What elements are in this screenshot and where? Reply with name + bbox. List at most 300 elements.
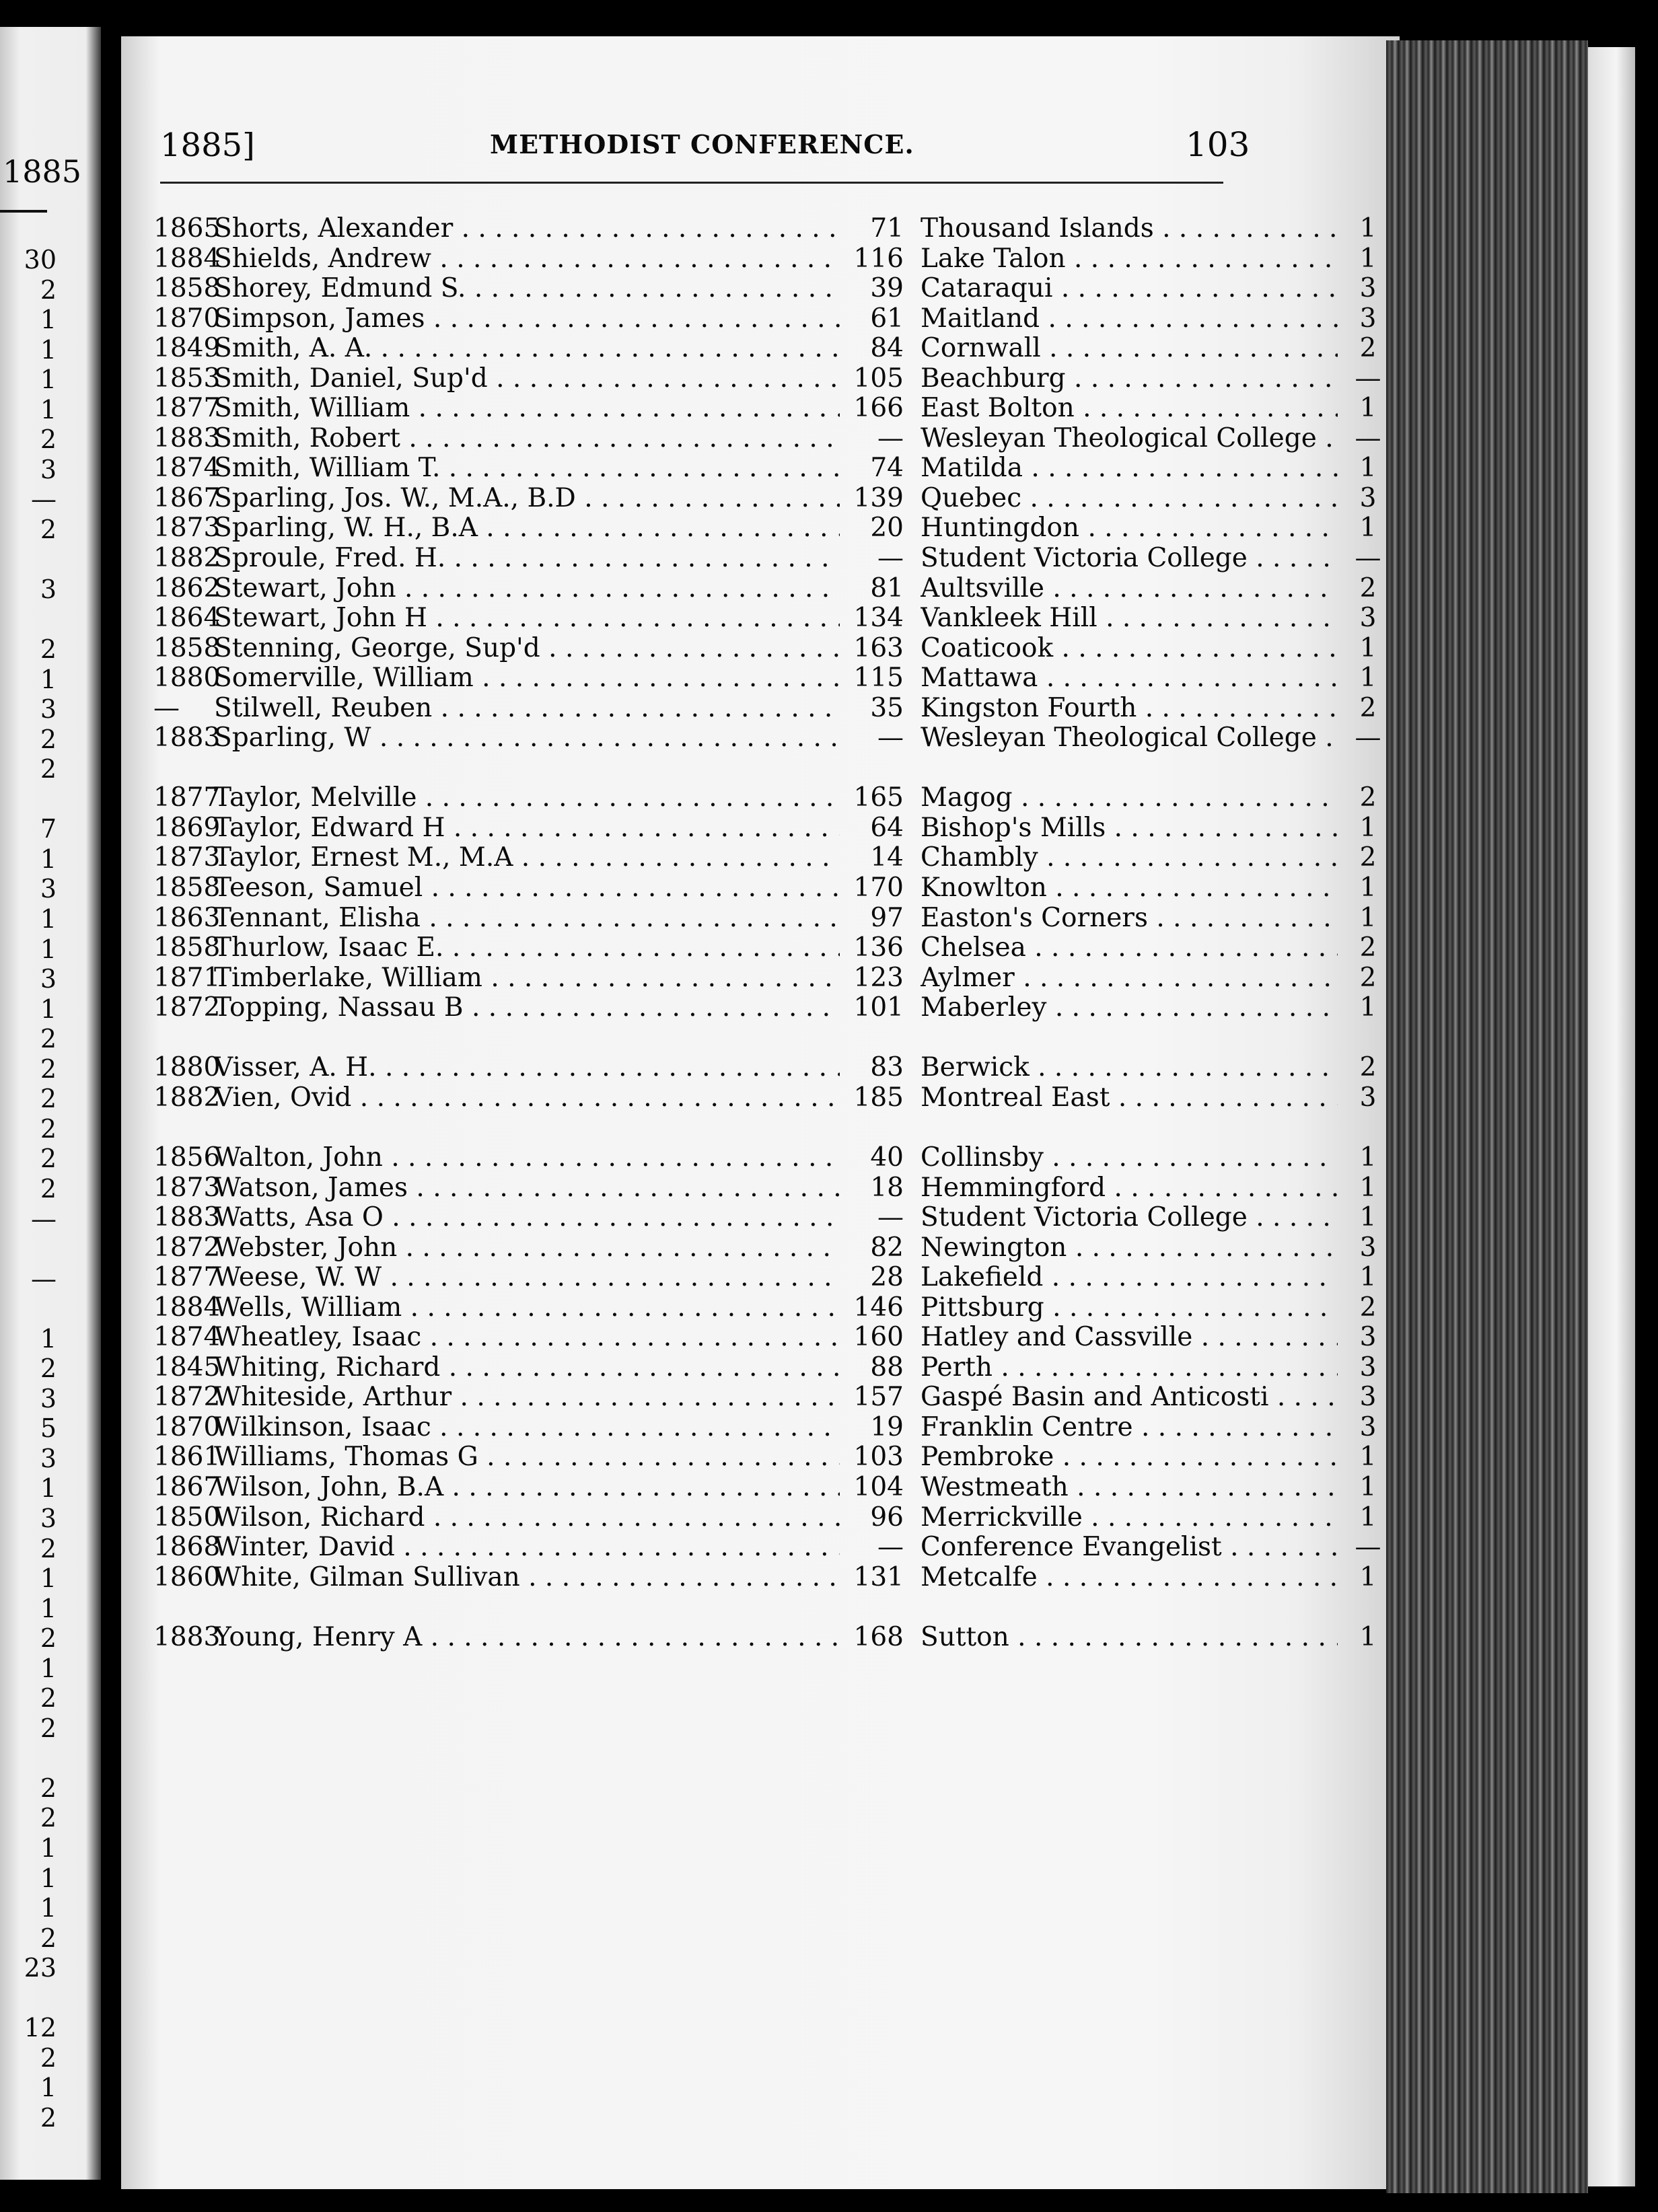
entry-year: 1867 xyxy=(153,1471,221,1502)
circuit-name: Cataraqui . . . xyxy=(921,274,1338,304)
table-row xyxy=(153,273,1377,304)
circuit-name: Magog . . . xyxy=(921,783,1338,813)
table-row xyxy=(153,962,1377,994)
previous-page-value: 2 xyxy=(40,514,57,544)
previous-page-value: 2 xyxy=(40,1354,57,1384)
minister-name: Taylor, Edward H . . . xyxy=(214,813,840,844)
circuit-number: 64 xyxy=(870,812,904,843)
circuit-name: Conference Evangelist . . . xyxy=(921,1533,1338,1563)
circuit-name: Berwick . . . xyxy=(921,1053,1338,1083)
table-row xyxy=(153,1292,1377,1323)
previous-page-value: 2 xyxy=(40,1054,57,1084)
entry-year: 1882 xyxy=(153,1082,221,1113)
circuit-name: Maberley . . . xyxy=(921,993,1338,1023)
circuit-number: 131 xyxy=(853,1561,904,1592)
circuit-number: 28 xyxy=(870,1262,904,1293)
circuit-name: Student Victoria College . . . xyxy=(921,544,1338,574)
circuit-number: 84 xyxy=(870,333,904,364)
previous-page-value: 1 xyxy=(40,305,57,335)
years-count: — xyxy=(1355,723,1381,753)
circuit-name: Quebec . . . xyxy=(921,484,1338,514)
circuit-number: 168 xyxy=(853,1621,904,1652)
previous-page-value xyxy=(0,1294,57,1324)
entry-year: 1872 xyxy=(153,992,221,1023)
circuit-number: 88 xyxy=(870,1352,904,1382)
entry-year: 1883 xyxy=(153,1621,221,1652)
entry-year: 1856 xyxy=(153,1142,221,1173)
entry-year: 1873 xyxy=(153,1172,221,1203)
years-count: 2 xyxy=(1359,692,1377,723)
circuit-name: Wesleyan Theological College . . . xyxy=(921,723,1338,753)
previous-page-value: 2 xyxy=(40,1084,57,1114)
circuit-name: Metcalfe . . . xyxy=(921,1563,1338,1593)
circuit-name: Bishop's Mills . . . xyxy=(921,813,1338,844)
circuit-name: Newington . . . xyxy=(921,1233,1338,1263)
circuit-number: 163 xyxy=(853,632,904,663)
years-count: — xyxy=(1355,543,1381,574)
years-count: 1 xyxy=(1359,243,1377,274)
entry-year: 1874 xyxy=(153,1322,221,1353)
circuit-name: Thousand Islands . . . xyxy=(921,214,1338,244)
entry-year: 1845 xyxy=(153,1352,221,1382)
table-row xyxy=(153,723,1381,753)
circuit-name: Merrickville . . . xyxy=(921,1503,1338,1533)
years-count: 1 xyxy=(1359,873,1377,904)
circuit-number: 81 xyxy=(870,573,904,603)
previous-page-value: 30 xyxy=(24,245,57,274)
years-count: 3 xyxy=(1359,1232,1377,1263)
years-count: 1 xyxy=(1359,513,1377,544)
table-row xyxy=(153,1411,1377,1443)
minister-name: Simpson, James . . . xyxy=(214,304,840,334)
circuit-name: Hatley and Cassville . . . xyxy=(921,1323,1338,1353)
entry-year: 1850 xyxy=(153,1502,221,1533)
minister-name: Thurlow, Isaac E. . . . xyxy=(214,933,840,963)
entry-year: 1858 xyxy=(153,632,221,663)
table-row xyxy=(153,213,1377,244)
circuit-number: 103 xyxy=(853,1442,904,1473)
previous-page-value: 2 xyxy=(40,1113,57,1144)
previous-page-value: 1 xyxy=(40,934,57,964)
circuit-number: 157 xyxy=(853,1382,904,1413)
entry-year: 1883 xyxy=(153,1202,221,1233)
years-count: 1 xyxy=(1359,1142,1377,1173)
circuit-name: East Bolton . . . xyxy=(921,394,1338,424)
circuit-name: Pembroke . . . xyxy=(921,1442,1338,1473)
circuit-name: Sutton . . . xyxy=(921,1623,1338,1653)
entry-year: 1870 xyxy=(153,1411,221,1442)
years-count: 1 xyxy=(1359,632,1377,663)
table-row xyxy=(153,1442,1377,1473)
circuit-name: Pittsburg . . . xyxy=(921,1293,1338,1323)
years-count: 1 xyxy=(1359,1442,1377,1473)
entry-year: 1864 xyxy=(153,603,221,634)
table-row xyxy=(153,243,1377,274)
table-row xyxy=(153,1471,1377,1503)
years-count: 1 xyxy=(1359,1561,1377,1592)
circuit-number: — xyxy=(877,422,904,453)
entry-year: 1874 xyxy=(153,453,221,484)
table-row xyxy=(153,902,1377,934)
previous-page-value: 7 xyxy=(40,814,57,844)
entry-year: 1858 xyxy=(153,873,221,904)
previous-page-value: 3 xyxy=(40,1503,57,1533)
previous-page-value: 3 xyxy=(40,454,57,484)
previous-page-value: 1 xyxy=(40,904,57,934)
years-count: 3 xyxy=(1359,1382,1377,1413)
entry-year: 1870 xyxy=(153,303,221,334)
minister-name: Weese, W. W . . . xyxy=(214,1263,840,1293)
table-row xyxy=(153,393,1377,424)
circuit-number: 116 xyxy=(853,243,904,274)
circuit-name: Franklin Centre . . . xyxy=(921,1413,1338,1443)
previous-page-value: — xyxy=(31,1263,57,1294)
minister-name: Shorey, Edmund S. . . . xyxy=(214,274,840,304)
circuit-number: 82 xyxy=(870,1232,904,1263)
minister-name: Wilkinson, Isaac . . . xyxy=(214,1413,840,1443)
minister-name: Shorts, Alexander . . . xyxy=(214,214,840,244)
circuit-name: Montreal East . . . xyxy=(921,1083,1338,1113)
years-count: 1 xyxy=(1359,453,1377,484)
entry-year: 1869 xyxy=(153,812,221,843)
circuit-name: Lake Talon . . . xyxy=(921,244,1338,274)
entry-year: 1883 xyxy=(153,422,221,453)
table-row xyxy=(153,603,1377,634)
previous-page-value: 1 xyxy=(40,1833,57,1863)
table-row xyxy=(153,363,1381,394)
circuit-name: Collinsby . . . xyxy=(921,1143,1338,1173)
entry-year: 1858 xyxy=(153,932,221,963)
circuit-number: 139 xyxy=(853,482,904,513)
minister-name: Visser, A. H. . . . xyxy=(214,1053,840,1083)
table-row xyxy=(153,782,1377,813)
entry-year: 1862 xyxy=(153,573,221,603)
circuit-number: 105 xyxy=(853,363,904,394)
circuit-number: 18 xyxy=(870,1172,904,1203)
previous-page-year: 1885 xyxy=(3,153,82,190)
ministers-table xyxy=(153,213,1381,1652)
table-row xyxy=(153,663,1377,694)
minister-name: Smith, Daniel, Sup'd . . . xyxy=(214,364,840,394)
circuit-number: 123 xyxy=(853,962,904,993)
minister-name: Smith, William T. . . . xyxy=(214,453,840,484)
table-row xyxy=(153,543,1381,574)
previous-page-value: 2 xyxy=(40,1773,57,1803)
previous-page-value: 1 xyxy=(40,1563,57,1594)
entry-year: 1873 xyxy=(153,842,221,873)
minister-name: Sparling, W . . . xyxy=(214,723,840,753)
circuit-number: — xyxy=(877,1532,904,1563)
book-edge-strip xyxy=(1588,47,1635,2186)
minister-name: Whiting, Richard . . . xyxy=(214,1353,840,1383)
circuit-name: Maitland . . . xyxy=(921,304,1338,334)
table-row xyxy=(153,573,1377,604)
circuit-name: Coaticook . . . xyxy=(921,634,1338,664)
years-count: 3 xyxy=(1359,1411,1377,1442)
minister-name: Whiteside, Arthur . . . xyxy=(214,1382,840,1413)
table-row xyxy=(153,1142,1377,1173)
entry-year: 1884 xyxy=(153,1292,221,1323)
table-row xyxy=(153,1561,1377,1593)
group-gap xyxy=(153,753,1244,784)
years-count: 2 xyxy=(1359,932,1377,963)
years-count: 2 xyxy=(1359,782,1377,813)
circuit-number: 170 xyxy=(853,873,904,904)
circuit-number: 166 xyxy=(853,393,904,424)
entry-year: 1863 xyxy=(153,902,221,933)
previous-page-value: 2 xyxy=(40,1683,57,1713)
years-count: 2 xyxy=(1359,573,1377,603)
previous-page-value: 1 xyxy=(40,664,57,694)
minister-name: Sproule, Fred. H. . . . xyxy=(214,544,840,574)
minister-name: Sparling, W. H., B.A . . . xyxy=(214,513,840,544)
circuit-number: 61 xyxy=(870,303,904,334)
table-row xyxy=(153,1082,1377,1113)
circuit-name: Gaspé Basin and Anticosti . . . xyxy=(921,1382,1338,1413)
previous-page-value: 3 xyxy=(40,1383,57,1413)
years-count: 3 xyxy=(1359,603,1377,634)
circuit-name: Easton's Corners . . . xyxy=(921,904,1338,934)
table-row xyxy=(153,1202,1377,1233)
header-rule xyxy=(160,182,1223,184)
minister-name: Webster, John . . . xyxy=(214,1233,840,1263)
entry-year: 1884 xyxy=(153,243,221,274)
previous-page-value: 2 xyxy=(40,1803,57,1833)
previous-page xyxy=(0,27,101,2180)
years-count: 1 xyxy=(1359,1471,1377,1502)
minister-name: Smith, Robert . . . xyxy=(214,424,840,454)
years-count: 1 xyxy=(1359,1172,1377,1203)
years-count: 1 xyxy=(1359,1202,1377,1233)
previous-page-value: 1 xyxy=(40,1593,57,1623)
minister-name: Williams, Thomas G . . . xyxy=(214,1442,840,1473)
circuit-name: Hemmingford . . . xyxy=(921,1173,1338,1204)
previous-page-value xyxy=(0,1234,57,1264)
previous-page-value: 2 xyxy=(40,1533,57,1563)
table-row xyxy=(153,1262,1377,1293)
previous-page-value: 1 xyxy=(40,1863,57,1893)
table-row xyxy=(153,873,1377,904)
minister-name: White, Gilman Sullivan . . . xyxy=(214,1563,840,1593)
years-count: 1 xyxy=(1359,1262,1377,1293)
group-gap xyxy=(153,1113,1244,1143)
minister-name: Smith, William . . . xyxy=(214,394,840,424)
circuit-name: Vankleek Hill . . . xyxy=(921,603,1338,634)
minister-name: Stilwell, Reuben . . . xyxy=(214,694,840,724)
years-count: — xyxy=(1355,1532,1381,1563)
years-count: 1 xyxy=(1359,663,1377,694)
table-row xyxy=(153,692,1377,724)
minister-name: Somerville, William . . . xyxy=(214,663,840,694)
minister-name: Wilson, John, B.A . . . xyxy=(214,1473,840,1503)
minister-name: Winter, David . . . xyxy=(214,1533,840,1563)
minister-name: Stewart, John . . . xyxy=(214,574,840,604)
previous-page-rule xyxy=(0,210,47,213)
circuit-name: Beachburg . . . xyxy=(921,364,1338,394)
minister-name: Stewart, John H . . . xyxy=(214,603,840,634)
table-row xyxy=(153,812,1377,844)
previous-page-value: 2 xyxy=(40,425,57,455)
minister-name: Walton, John . . . xyxy=(214,1143,840,1173)
circuit-name: Chambly . . . xyxy=(921,843,1338,873)
table-row xyxy=(153,513,1377,544)
circuit-name: Knowlton . . . xyxy=(921,873,1338,904)
table-row xyxy=(153,482,1377,514)
table-row xyxy=(153,1621,1377,1653)
previous-page-value: 1 xyxy=(40,844,57,874)
circuit-number: 146 xyxy=(853,1292,904,1323)
previous-page-value: 1 xyxy=(40,365,57,395)
circuit-name: Aylmer . . . xyxy=(921,963,1338,994)
previous-page-value xyxy=(0,605,57,635)
previous-page-value xyxy=(0,784,57,815)
table-row xyxy=(153,1382,1377,1413)
minister-name: Tennant, Elisha . . . xyxy=(214,904,840,934)
entry-year: — xyxy=(153,692,180,723)
years-count: 1 xyxy=(1359,1502,1377,1533)
years-count: 3 xyxy=(1359,1352,1377,1382)
circuit-number: 101 xyxy=(853,992,904,1023)
circuit-number: 97 xyxy=(870,902,904,933)
minister-name: Taylor, Ernest M., M.A . . . xyxy=(214,843,840,873)
years-count: 1 xyxy=(1359,393,1377,424)
years-count: 3 xyxy=(1359,1082,1377,1113)
table-row xyxy=(153,1352,1377,1383)
entry-year: 1871 xyxy=(153,962,221,993)
previous-page-value: 2 xyxy=(40,2102,57,2133)
circuit-number: 39 xyxy=(870,273,904,304)
circuit-number: 165 xyxy=(853,782,904,813)
circuit-name: Huntingdon . . . xyxy=(921,513,1338,544)
table-row xyxy=(153,842,1377,873)
circuit-number: 35 xyxy=(870,692,904,723)
previous-page-value: 5 xyxy=(40,1413,57,1444)
entry-year: 1877 xyxy=(153,393,221,424)
table-row xyxy=(153,632,1377,664)
previous-page-value: 12 xyxy=(24,2013,57,2043)
minister-name: Young, Henry A . . . xyxy=(214,1623,840,1653)
circuit-number: 96 xyxy=(870,1502,904,1533)
entry-year: 1877 xyxy=(153,782,221,813)
entry-year: 1868 xyxy=(153,1532,221,1563)
previous-page-value: 2 xyxy=(40,1923,57,1953)
years-count: 1 xyxy=(1359,213,1377,244)
entry-year: 1858 xyxy=(153,273,221,304)
circuit-number: 74 xyxy=(870,453,904,484)
previous-page-value xyxy=(0,1983,57,2014)
years-count: 1 xyxy=(1359,1621,1377,1652)
previous-page-value: 2 xyxy=(40,1623,57,1654)
circuit-name: Wesleyan Theological College . . . xyxy=(921,424,1338,454)
previous-page-value: 1 xyxy=(40,1893,57,1923)
minister-name: Sparling, Jos. W., M.A., B.D . . . xyxy=(214,484,840,514)
circuit-number: 19 xyxy=(870,1411,904,1442)
previous-page-value: 1 xyxy=(40,1473,57,1504)
table-row xyxy=(153,1232,1377,1263)
entry-year: 1865 xyxy=(153,213,221,244)
previous-page-value: 1 xyxy=(40,994,57,1024)
previous-page-column xyxy=(0,245,57,2133)
previous-page-value: 1 xyxy=(40,1323,57,1354)
minister-name: Stenning, George, Sup'd . . . xyxy=(214,634,840,664)
previous-page-value: 2 xyxy=(40,1024,57,1054)
years-count: 1 xyxy=(1359,902,1377,933)
circuit-number: — xyxy=(877,723,904,753)
table-row xyxy=(153,1502,1377,1533)
previous-page-value: 1 xyxy=(40,334,57,365)
table-row xyxy=(153,1052,1377,1083)
entry-year: 1880 xyxy=(153,1052,221,1083)
table-row xyxy=(153,422,1381,454)
entry-year: 1872 xyxy=(153,1382,221,1413)
years-count: 1 xyxy=(1359,992,1377,1023)
years-count: 2 xyxy=(1359,1052,1377,1083)
minister-name: Teeson, Samuel . . . xyxy=(214,873,840,904)
entry-year: 1883 xyxy=(153,723,221,753)
circuit-number: 20 xyxy=(870,513,904,544)
circuit-name: Kingston Fourth . . . xyxy=(921,694,1338,724)
entry-year: 1860 xyxy=(153,1561,221,1592)
table-row xyxy=(153,992,1377,1023)
circuit-number: 71 xyxy=(870,213,904,244)
group-gap xyxy=(153,1592,1244,1623)
circuit-name: Chelsea . . . xyxy=(921,933,1338,963)
circuit-name: Student Victoria College . . . xyxy=(921,1203,1338,1233)
page-title: METHODIST CONFERENCE. xyxy=(490,129,914,159)
entry-year: 1867 xyxy=(153,482,221,513)
entry-year: 1861 xyxy=(153,1442,221,1473)
header-year: 1885] xyxy=(160,126,255,164)
minister-name: Smith, A. A. . . . xyxy=(214,334,840,364)
entry-year: 1872 xyxy=(153,1232,221,1263)
minister-name: Wells, William . . . xyxy=(214,1293,840,1323)
years-count: 3 xyxy=(1359,273,1377,304)
previous-page-value: 3 xyxy=(40,694,57,725)
table-row xyxy=(153,303,1377,334)
circuit-number: 160 xyxy=(853,1322,904,1353)
circuit-number: 115 xyxy=(853,663,904,694)
minister-name: Watts, Asa O . . . xyxy=(214,1203,840,1233)
circuit-number: 14 xyxy=(870,842,904,873)
years-count: 2 xyxy=(1359,842,1377,873)
previous-page-value: 2 xyxy=(40,754,57,784)
book-page-edges xyxy=(1386,40,1588,2193)
table-row xyxy=(153,1322,1377,1353)
table-row xyxy=(153,1532,1381,1563)
previous-page-value: 2 xyxy=(40,274,57,305)
table-row xyxy=(153,333,1377,364)
minister-name: Wilson, Richard . . . xyxy=(214,1503,840,1533)
circuit-number: — xyxy=(877,1202,904,1233)
previous-page-value: 2 xyxy=(40,1173,57,1204)
years-count: 2 xyxy=(1359,333,1377,364)
years-count: — xyxy=(1355,422,1381,453)
circuit-name: Cornwall . . . xyxy=(921,334,1338,364)
years-count: 3 xyxy=(1359,482,1377,513)
entry-year: 1873 xyxy=(153,513,221,544)
minister-name: Taylor, Melville . . . xyxy=(214,783,840,813)
circuit-number: 136 xyxy=(853,932,904,963)
circuit-number: 185 xyxy=(853,1082,904,1113)
page-number: 103 xyxy=(1186,125,1250,164)
table-row xyxy=(153,932,1377,963)
previous-page-value: 2 xyxy=(40,1713,57,1743)
previous-page-value: 1 xyxy=(40,2073,57,2103)
circuit-name: Perth . . . xyxy=(921,1353,1338,1383)
table-row xyxy=(153,453,1377,484)
minister-name: Shields, Andrew . . . xyxy=(214,244,840,274)
previous-page-value xyxy=(0,544,57,575)
